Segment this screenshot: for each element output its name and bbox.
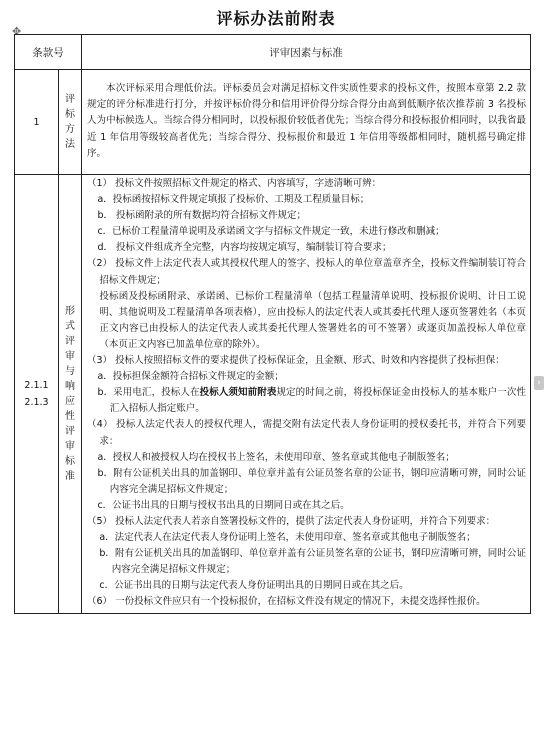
item-6: （6） 一份投标文件应只有一个投标报价，在招标文件没有规定的情况下，未提交选择性报价。 [87, 596, 486, 608]
criteria-evaluation-method [82, 70, 531, 175]
clause-no-2-1-1: 2.1.1 [24, 379, 49, 391]
item-3: （3） 投标人按照招标文件的要求提供了投标保证金，且金额、形式、时效和内容提供了投标担保： [87, 355, 505, 367]
item-4a: a．授权人和被授权人均在授权书上签名，未使用印章、签名章或其他电子制版签名； [97, 451, 455, 463]
header-clause-no: 条款号 [15, 35, 82, 70]
table-header-row [15, 35, 531, 70]
table-row [15, 70, 531, 175]
item-5a: a．法定代表人在法定代表人身份证明上签名，未使用印章、签名章或其他电子制版签名； [99, 532, 476, 544]
item-3a: a．投标担保金额符合招标文件规定的金额； [97, 371, 284, 383]
clause-no-2 [15, 175, 59, 614]
factor-evaluation-method: 评标方法 [59, 70, 82, 175]
item-1: （1） 投标文件按照招标文件规定的格式、内容填写，字迹清晰可辨： [87, 178, 382, 189]
factor-formal-review: 形式评审与响应性评审标准 [59, 175, 82, 614]
item-1b: b． 投标函附录的所有数据均符合招标文件规定； [97, 210, 307, 222]
item-2: （2） 投标文件上法定代表人或其授权代理人的签字、投标人的单位章盖章齐全，投标文件编制装订符合招标文件规定； [87, 258, 526, 286]
item-3b-pre: b．采用电汇，投标人在 [97, 387, 200, 399]
item-5c: c．公证书出具的日期与法定代表人身份证明出具的日期同日或在其之后。 [99, 580, 409, 592]
item-3b [87, 385, 526, 417]
clause-no-1: 1 [15, 70, 59, 175]
header-criteria: 评审因素与标准 [82, 35, 531, 70]
item-4c: c．公证书出具的日期与授权书出具的日期同日或在其之后。 [97, 499, 350, 511]
item-3b-post: 规定的时间之前，将投标保证金由投标人的基本账户一次性汇入招标人指定账户。 [109, 387, 526, 415]
criteria-formal-review [82, 175, 531, 614]
page-title: 评标办法前附表 [216, 9, 336, 28]
item-1a: a．投标函按招标文件规定填报了投标价、工期及工程质量目标； [97, 194, 370, 206]
item-5b: b．附有公证机关出具的加盖钢印、单位章并盖有公证员签名章的公证书，钢印应清晰可辨，同时公证内容完全满足招标文件规定； [99, 548, 526, 576]
item-4: （4） 投标人法定代表人的授权代理人，需提交附有法定代表人身份证明的授权委托书，并符合下列要求： [87, 419, 526, 447]
scoring-table [14, 34, 531, 614]
table-row [15, 175, 531, 614]
item-4b: b．附有公证机关出具的加盖钢印、单位章并盖有公证员签名章的公证书，钢印应清晰可辨，同时公证内容完全满足招标文件规定； [97, 467, 526, 495]
side-expand-icon[interactable]: › [534, 376, 544, 390]
table-move-handle-icon[interactable]: ✥ [12, 25, 22, 38]
item-1d: d． 投标文件组成齐全完整，内容均按规定填写，编制装订符合要求； [97, 242, 392, 254]
clause-no-2-1-3: 2.1.3 [24, 396, 49, 408]
item-5: （5） 投标人法定代表人若亲自签署投标文件的，提供了法定代表人身份证明，并符合下列要求： [87, 515, 496, 527]
evaluation-method-text: 本次评标采用合理低价法。评标委员会对满足招标文件实质性要求的投标文件，按照本章第 2.2 款规定的评分标准进行打分，并按评标价得分和信用评价得分综合得分由高到低顺序依次推荐前 3 名投标人为中标候选人。当综合得分相同时，以投标报价较低者优先；当综合得分和投标报价相同时，以我省最近 1 年信用等级较高者优先；当综合得分、投标报价和最近 1 年信用等级都相同时，随机摇号确定排序。 [87, 83, 526, 159]
item-2-body: 投标函及投标函附录、承诺函、已标价工程量清单（包括工程量清单说明、投标报价说明、计日工说明、其他说明及工程量清单各项表格），应由投标人的法定代表人或其委托代理人逐页签署姓名（本页正文内容已由投标人的法定代表人或其委托代理人签署姓名的可不签署）或逐页加盖投标人单位章（本页正文内容已加盖单位章的除外）。 [99, 290, 526, 350]
item-3b-bold: 投标人须知前附表 [199, 387, 277, 399]
item-1c: c．已标价工程量清单说明及承诺函文字与招标文件规定一致，未进行修改和删减； [97, 226, 445, 238]
